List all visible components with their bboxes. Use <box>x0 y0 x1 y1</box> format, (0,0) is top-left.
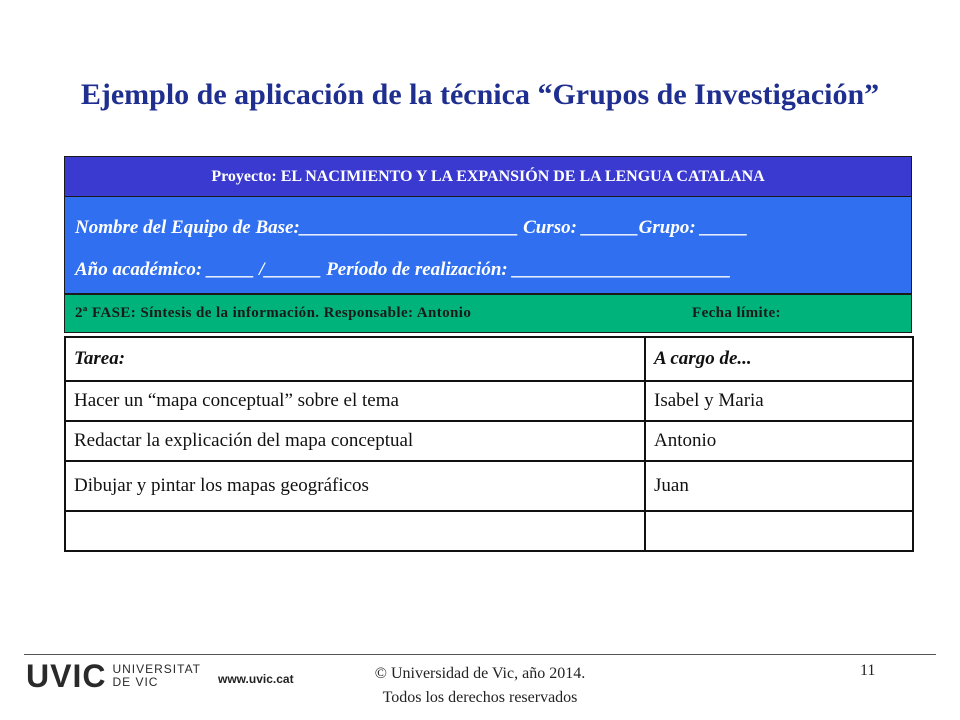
table-row <box>65 511 913 551</box>
assignee-cell: Isabel y Maria <box>645 381 913 421</box>
task-cell <box>65 511 645 551</box>
task-cell: Redactar la explicación del mapa conceptual <box>65 421 645 461</box>
table-row <box>65 381 913 421</box>
copyright-line-1: © Universidad de Vic, año 2014. <box>374 665 586 682</box>
assignee-cell: Antonio <box>645 421 913 461</box>
assignee-cell <box>645 511 913 551</box>
project-band <box>64 156 912 197</box>
table-row <box>65 421 913 461</box>
website-link[interactable]: www.uvic.cat <box>218 672 294 686</box>
slide-title: Ejemplo de aplicación de la técnica “Grupos de Investigación” <box>80 78 880 111</box>
logo-line-1: UNIVERSITAT <box>112 662 202 676</box>
phase-deadline: Fecha límite: <box>692 305 781 321</box>
logo-mark: UVIC <box>26 658 107 694</box>
project-label: Proyecto: EL NACIMIENTO Y LA EXPANSIÓN DE LA LENGUA CATALANA <box>211 167 765 185</box>
task-table <box>64 336 914 552</box>
assignee-cell: Juan <box>645 461 913 511</box>
table-row <box>65 461 913 511</box>
logo-line-2: DE VIC <box>112 675 159 689</box>
uvic-logo <box>26 660 201 692</box>
header-task: Tarea: <box>65 337 645 381</box>
task-cell: Dibujar y pintar los mapas geográficos <box>65 461 645 511</box>
team-info-band <box>64 196 912 294</box>
copyright-line-2: Todos los derechos reservados <box>382 689 578 706</box>
phase-band <box>64 294 912 333</box>
phase-label: 2ª FASE: Síntesis de la información. Responsable: Antonio <box>75 305 472 321</box>
copyright-notice <box>340 662 620 710</box>
logo-wordmark <box>112 663 201 689</box>
team-name-line: Nombre del Equipo de Base:_______________________ Curso: ______Grupo: _____ <box>75 217 748 238</box>
footer-divider <box>24 654 936 655</box>
academic-year-line: Año académico: _____ /______ Período de realización: _______________________ <box>75 259 731 280</box>
header-assignee: A cargo de... <box>645 337 913 381</box>
page-number: 11 <box>860 662 876 679</box>
table-header-row <box>65 337 913 381</box>
task-cell: Hacer un “mapa conceptual” sobre el tema <box>65 381 645 421</box>
